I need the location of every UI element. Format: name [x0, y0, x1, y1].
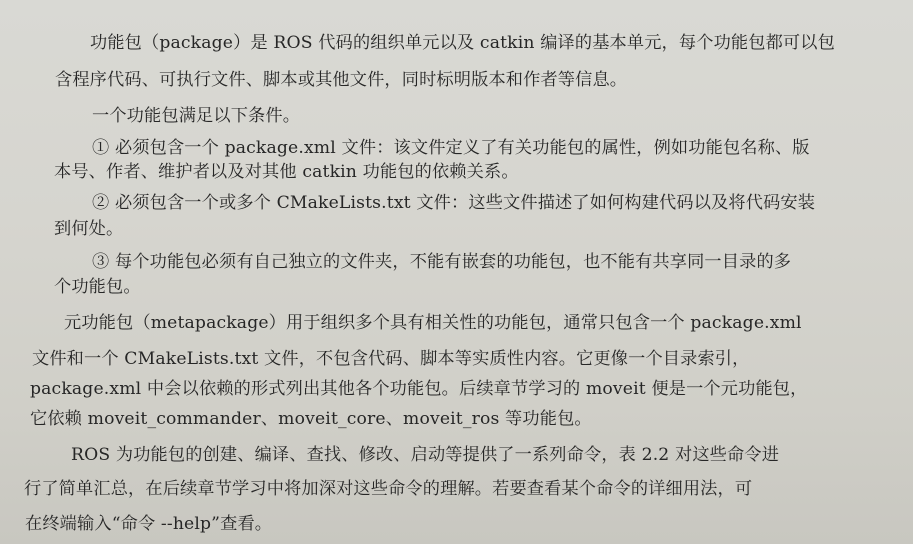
text-line-9: 个功能包。: [54, 277, 141, 297]
text-line-11: 文件和一个 CMakeLists.txt 文件，不包含代码、脚本等实质性内容。它更像一个目录索引，: [32, 349, 750, 369]
text-line-8: ③ 每个功能包必须有自己独立的文件夹，不能有嵌套的功能包，也不能有共享同一目录的多: [92, 252, 792, 272]
text-line-5: 本号、作者、维护者以及对其他 catkin 功能包的依赖关系。: [54, 162, 519, 182]
text-line-13: 它依赖 moveit_commander、moveit_core、moveit_ros 等功能包。: [30, 409, 592, 429]
text-line-2: 含程序代码、可执行文件、脚本或其他文件，同时标明版本和作者等信息。: [55, 70, 628, 90]
text-line-15: 行了简单汇总，在后续章节学习中将加深对这些命令的理解。若要查看某个命令的详细用法，可: [24, 479, 753, 499]
text-line-16: 在终端输入“命令 --help”查看。: [25, 514, 273, 534]
text-line-14: ROS 为功能包的创建、编译、查找、修改、启动等提供了一系列命令，表 2.2 对这些命令进: [71, 445, 780, 465]
text-line-6: ② 必须包含一个或多个 CMakeLists.txt 文件：这些文件描述了如何构建代码以及将代码安装: [92, 193, 816, 213]
text-line-7: 到何处。: [54, 219, 124, 239]
text-line-10: 元功能包（metapackage）用于组织多个具有相关性的功能包，通常只包含一个 package.xml: [64, 313, 802, 333]
text-line-4: ① 必须包含一个 package.xml 文件：该文件定义了有关功能包的属性，例如功能包名称、版: [92, 138, 810, 158]
text-line-1: 功能包（package）是 ROS 代码的组织单元以及 catkin 编译的基本单元，每个功能包都可以包: [90, 33, 835, 53]
text-line-3: 一个功能包满足以下条件。: [92, 106, 301, 126]
text-line-12: package.xml 中会以依赖的形式列出其他各个功能包。后续章节学习的 moveit 便是一个元功能包，: [30, 379, 808, 399]
